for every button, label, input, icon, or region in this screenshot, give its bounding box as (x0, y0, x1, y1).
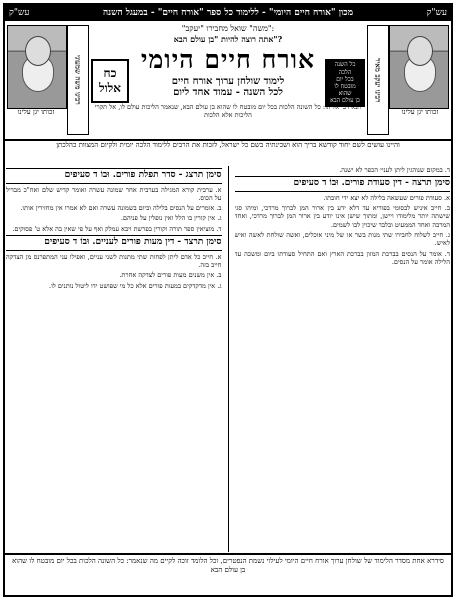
info-box: כל השנה הלכה בכל יום מובטח לו שהוא בן עולם הבא (325, 59, 365, 107)
masthead (3, 21, 453, 141)
paragraph: ב. אומרים על הנסים בלילה וביום בשמונה עשרה ואם לא אמרו אין מחזירין אותו. (20, 204, 222, 213)
scroll-banner-right: רבינו יעקב מאיר (367, 25, 389, 135)
tagline: אתה רוצה להיות "בן עולם הבא"? (173, 34, 283, 44)
date-month: אלול (98, 81, 121, 95)
masthead-description: תנא דבי אליהו: כל השונה הלכות בכל יום מובטח לו שהוא בן עולם הבא, שנאמר הליכות עולם לו, אל תקרי הליכות אלא הלכות (94, 103, 362, 120)
publication-title: אורח חיים היומי (140, 45, 316, 74)
section-heading: סימן תרצד - דין מעות פורים לעניים. וּבוֹ ד סעיפים (6, 235, 222, 251)
topbar-left-label: עש"ק (426, 7, 447, 18)
section-heading: סימן תרצה - דין סעודת פורים. וּבוֹ ד סעיפים (235, 176, 451, 192)
rabbi-portrait-left (7, 25, 67, 109)
topbar-title: מכון "אורח חיים היומי" - ללימוד כל ספר "אורח חיים" - במעגל השנה (102, 7, 354, 18)
date-day: כח (103, 66, 117, 80)
paragraph: ד. מוציאין ספר תורה וקורין בפרשת ויבא עמלק ואף על פי שאין בה אלא ט' פסוקים. (12, 224, 222, 233)
paragraph: ד. במקום שנוהגין ליתן לעניי הכפר לא ישנה. (339, 166, 450, 174)
subtitle-line-1: לימוד שולחן ערוך אורח חיים (171, 76, 285, 87)
motto: "משה" שואל מחבירו "יעקב": (181, 24, 275, 33)
paragraph: ג. אין קורין בו הלל ואין נופלין על פניהם. (120, 214, 222, 223)
paragraph: ג. חייב לשלוח לחבירו שתי מנות בשר או של מיני אוכלים, ואשה שולחת לאשה ואיש לאיש. (234, 231, 450, 248)
date-box (91, 59, 129, 103)
topbar-right-label: עש"ק (9, 7, 30, 18)
paragraph: א. חייב כל אדם ליתן לפחות שתי מתנות לשני עניים, ואפילו עני המתפרנס מן הצדקה חייב בזה. (6, 252, 222, 269)
column-right (6, 166, 222, 552)
portrait-caption-right: זכותו יגן עלינו (401, 108, 439, 116)
column-divider (228, 166, 229, 552)
section-heading: סימן תרצג - סדר תפלת פורים. וּבוֹ ד סעיפים (6, 168, 222, 184)
portrait-caption-left: זכותו יגן עלינו (17, 108, 55, 116)
footer-note: סידרא אחת מסדר הלימוד של שולחן ערוך אורח חיים היומי לעילוי נשמת הנפטרים, וכל הלומד זוכה לקיים מה שנאמר: כל השונה הלכות בכל יום מובטח לו שהוא בן עולם הבא (3, 553, 453, 597)
title-block (93, 23, 363, 105)
paragraph: א. ערבית קורא המגילה בערבית אחר שמונה עשרה ואומר קדיש שלם ואח"כ מבדיל על הכוס. (6, 185, 222, 202)
paragraph: א. סעודת פורים שעשאה בלילה לא יצא ידי חובתו. (323, 193, 450, 202)
scroll-banner-left: רבינו משה שמעוני (67, 25, 89, 135)
paragraph: ב. אין משנים מעות פורים לצדקה אחרת. (119, 271, 222, 280)
paragraph: ד. אומר על הנסים בברכת המזון בברכת הארץ ואם התחיל סעודתו ביום ומשכה עד הלילה אומר על הנסים. (234, 249, 450, 267)
column-left (235, 166, 451, 552)
intro-text: והיינו עושים לשם יחוד קודשא בריך הוא ושכינתיה בשם כל ישראל, לזכות את הרבים ללימוד הלכה יומית ולקיום המצוות כהלכתן (56, 141, 400, 149)
content-columns (6, 166, 450, 552)
paragraph: ג. אין מדקדקים במעות פורים אלא כל מי שפושט ידו ליטול נותנים לו. (49, 281, 222, 290)
rabbi-portrait-right (389, 25, 449, 109)
top-bar (3, 3, 453, 21)
subtitle-line-2: לכל השנה - עמוד אחד ליום (173, 87, 283, 98)
paragraph: ב. חייב איניש לבסומי בפוריא עד דלא ידע בין ארור המן לברוך מרדכי, ומיהו סגי שישתה יותר מלימודו ויישן, ומתוך שישן אינו יודע בין ארור המן לברוך מרדכי, ואחד המרבה ואחד הממעיט ובלבד שיכוין לבו לשמים. (234, 204, 450, 229)
